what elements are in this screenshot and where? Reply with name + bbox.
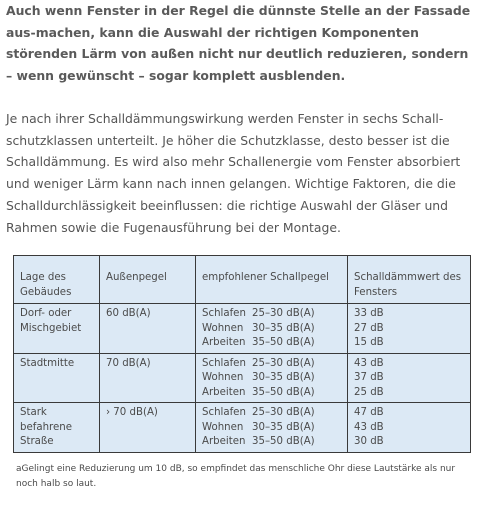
body-paragraph: Je nach ihrer Schalldämmungswirkung werden Fenster in sechs Schall-schutzklassen unterteilt. Je höher die Schutzklasse, desto besser ist die Schalldämmung. Es wird also mehr Schallenergie vom Fenster absorbiert und weniger Lärm kann nach innen gelangen. Wichtige Faktoren, die die Schalldurchlässigkeit beeinflussen: die richtige Auswahl der Gläser und Rahmen sowie die Fugenausführung bei der Montage. — [6, 111, 461, 235]
level-value: 35–50 dB(A) — [252, 436, 315, 447]
level-label: Wohnen — [202, 322, 244, 334]
cell-lage: Stadtmitte — [14, 353, 100, 403]
level-value: 25–30 dB(A) — [252, 357, 315, 369]
level-label: Wohnen — [202, 421, 244, 433]
header-schallpegel: empfohlener Schallpegel — [196, 256, 348, 304]
cell-lage: Dorf- oder Mischgebiet — [14, 304, 100, 354]
level-label: Arbeiten — [202, 436, 246, 447]
daemm-value: 47 dB — [354, 407, 384, 418]
table-header-row — [14, 256, 471, 304]
level-value: 30–35 dB(A) — [252, 322, 315, 334]
cell-aussenpegel: › 70 dB(A) — [100, 403, 196, 453]
table-row — [14, 403, 471, 453]
cell-schallpegel — [196, 353, 348, 403]
daemm-value: 15 dB — [354, 337, 384, 348]
level-value: 35–50 dB(A) — [252, 386, 315, 398]
noise-table — [13, 255, 471, 453]
level-label: Schlafen — [202, 308, 246, 319]
cell-lage: Stark befahrene Straße — [14, 403, 100, 453]
level-label: Schlafen — [202, 357, 246, 369]
daemm-value: 43 dB — [354, 357, 384, 369]
daemm-value: 33 dB — [354, 308, 384, 319]
header-schalldaemmwert: Schalldämmwert des Fensters — [348, 256, 471, 304]
cell-aussenpegel: 70 dB(A) — [100, 353, 196, 403]
intro-paragraph: Auch wenn Fenster in der Regel die dünnste Stelle an der Fassade aus-machen, kann die Auswahl der richtigen Komponenten störenden Lärm von außen nicht nur deutlich reduzieren, sondern – wenn gewünscht – sogar komplett ausblenden. — [6, 3, 471, 83]
level-label: Arbeiten — [202, 337, 246, 348]
daemm-value: 30 dB — [354, 436, 384, 447]
daemm-value: 27 dB — [354, 322, 384, 334]
cell-schalldaemmwert — [348, 304, 471, 354]
header-aussenpegel: Außenpegel — [100, 256, 196, 304]
level-value: 30–35 dB(A) — [252, 372, 315, 383]
footnote: aGelingt eine Reduzierung um 10 dB, so empfindet das menschliche Ohr diese Lautstärke als nur noch halb so laut. — [16, 464, 456, 489]
level-value: 25–30 dB(A) — [252, 308, 315, 319]
header-lage: Lage des Gebäudes — [14, 256, 100, 304]
level-label: Arbeiten — [202, 386, 246, 398]
table-row — [14, 304, 471, 354]
table-row — [14, 353, 471, 403]
daemm-value: 37 dB — [354, 372, 384, 383]
level-value: 25–30 dB(A) — [252, 407, 315, 418]
level-label: Schlafen — [202, 407, 246, 418]
cell-aussenpegel: 60 dB(A) — [100, 304, 196, 354]
cell-schalldaemmwert — [348, 403, 471, 453]
daemm-value: 25 dB — [354, 386, 384, 398]
level-value: 30–35 dB(A) — [252, 421, 315, 433]
cell-schallpegel — [196, 304, 348, 354]
cell-schalldaemmwert — [348, 353, 471, 403]
noise-table-container — [13, 255, 470, 453]
level-label: Wohnen — [202, 372, 244, 383]
cell-schallpegel — [196, 403, 348, 453]
daemm-value: 43 dB — [354, 421, 384, 433]
level-value: 35–50 dB(A) — [252, 337, 315, 348]
